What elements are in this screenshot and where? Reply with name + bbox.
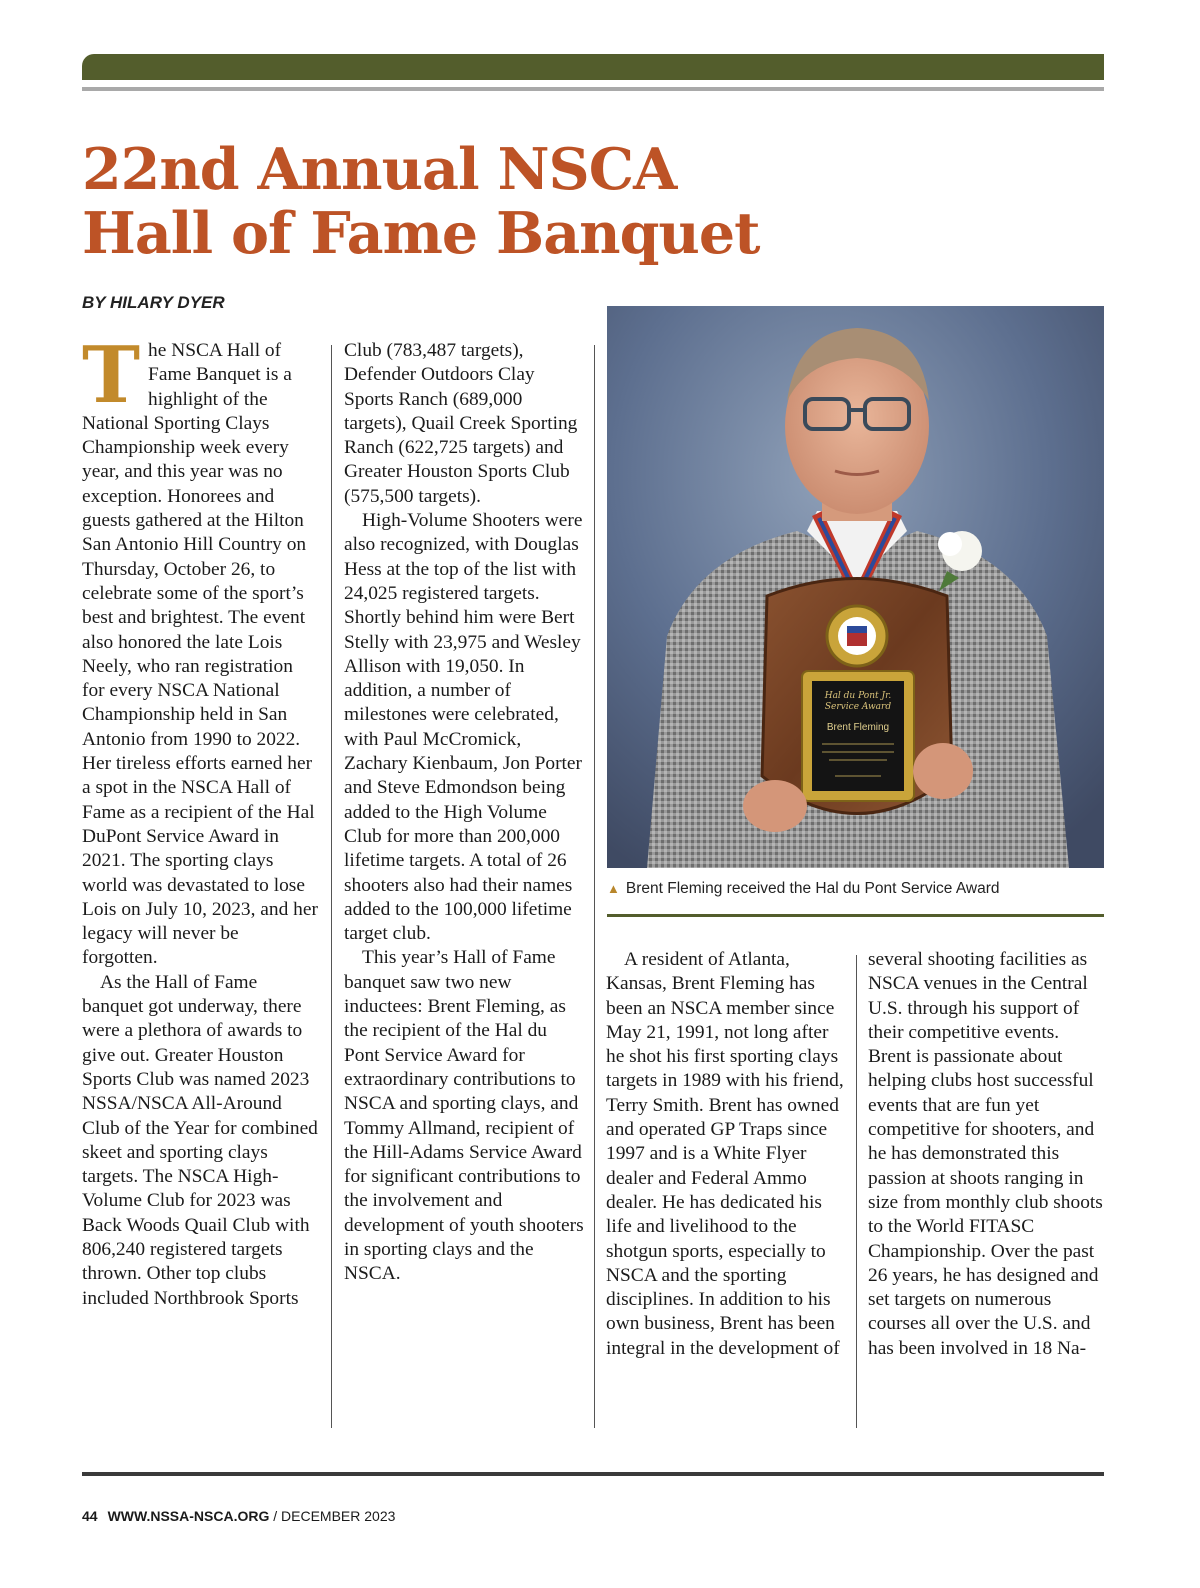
- plaque-name: Brent Fleming: [826, 722, 890, 733]
- byline: BY HILARY DYER: [82, 293, 225, 312]
- drop-cap: T: [82, 330, 141, 421]
- caption-text: Brent Fleming received the Hal du Pont Service Award: [625, 880, 1000, 897]
- headline-line-2: Hall of Fame Banquet: [82, 200, 760, 267]
- paragraph: Club (783,487 targets), Defender Outdoors Clay Sports Ranch (689,000 targets), Quail Creek Sporting Ranch (622,725 targets) and Greater Houston Sports Club (575,500 targets).: [344, 340, 578, 507]
- article-column-3: [606, 948, 846, 1361]
- column-divider: [331, 345, 332, 1428]
- article-column-4: [868, 948, 1106, 1361]
- plaque-title-line-1: Hal du Pont Jr.: [824, 691, 892, 701]
- footer-rule: [82, 1472, 1104, 1476]
- paragraph: High-Volume Shooters were also recognized, with Douglas Hess at the top of the list with 24,025 registered targets. Shortly behind him were Bert Stelly with 23,975 and Wesley Allison with 19,050. In addition, a number of milestones were celebrated, with Paul McCromick, Zachary Kienbaum, Jon Porter and Steve Edmondson being added to the High Volume Club for more than 200,000 lifetime targets. A total of 26 shooters also had their names added to the 100,000 lifetime target club.: [344, 510, 583, 945]
- paragraph: he NSCA Hall of Fame Banquet is a highlight of the National Sporting Clays Championship week every year, and this year was no exception. Honorees and guests gathered at the Hilton San Antonio Hill Country on Thursday, October 26, to celebrate some of the sport’s best and brightest. The event also honored the late Lois Neely, who ran registration for every NSCA National Championship held in San Antonio from 1990 to 2022. Her tireless efforts earned her a spot in the NSCA Hall of Fame as a recipient of the Hal DuPont Service Award in 2021. The sporting clays world was devastated to lose Lois on July 10, 2023, and her legacy will never be forgotten.: [82, 340, 318, 969]
- page-number: 44: [82, 1508, 98, 1524]
- caption-rule: [607, 914, 1104, 917]
- article-column-1: [82, 330, 318, 1311]
- caption-triangle-icon: ▲: [607, 881, 620, 896]
- website-link[interactable]: WWW.NSSA-NSCA.ORG: [107, 1508, 270, 1524]
- issue-date: / DECEMBER 2023: [269, 1508, 396, 1524]
- header-rule: [82, 87, 1104, 91]
- paragraph: A resident of Atlanta, Kansas, Brent Fleming has been an NSCA member since May 21, 1991, not long after he shot his first sporting clays targets in 1989 with his friend, Terry Smith. Brent has owned and operated GP Traps since 1997 and is a White Flyer dealer and Federal Ammo dealer. He has dedicated his life and livelihood to the shotgun sports, especially to NSCA and the sporting disciplines. In addition to his own business, Brent has been integral in the development of: [606, 949, 844, 1359]
- column-divider: [594, 345, 595, 1428]
- headline-line-1: 22nd Annual NSCA: [82, 136, 677, 203]
- header-accent-bar: [82, 54, 1104, 80]
- paragraph: This year’s Hall of Fame banquet saw two new inductees: Brent Fleming, as the recipient of the Hal du Pont Service Award for extraordinary contributions to NSCA and sporting clays, and Tommy Allmand, recipient of the Hill-Adams Service Award for significant contributions to the involvement and development of youth shooters in sporting clays and the NSCA.: [344, 947, 584, 1285]
- page-footer: [82, 1508, 395, 1524]
- article-column-2: [344, 339, 584, 1287]
- article-headline: [82, 138, 982, 266]
- award-photo: [607, 306, 1104, 868]
- paragraph: several shooting facilities as NSCA venues in the Central U.S. through his support of their competitive events. Brent is passionate about helping clubs host successful events that are fun yet competitive for shooters, and he has demonstrated this passion at shoots ranging in size from monthly club shoots to the World FITASC Championship. Over the past 26 years, he has designed and set targets on numerous courses all over the U.S. and has been involved in 18 Na-: [868, 949, 1103, 1359]
- plaque-title-line-2: Service Award: [824, 702, 892, 712]
- column-divider: [856, 955, 857, 1428]
- photo-caption: [607, 880, 1000, 898]
- paragraph: As the Hall of Fame banquet got underway, there were a plethora of awards to give out. Greater Houston Sports Club was named 2023 NSSA/NSCA All-Around Club of the Year for combined skeet and sporting clays targets. The NSCA High-Volume Club for 2023 was Back Woods Quail Club with 806,240 registered targets thrown. Other top clubs included Northbrook Sports: [82, 971, 318, 1309]
